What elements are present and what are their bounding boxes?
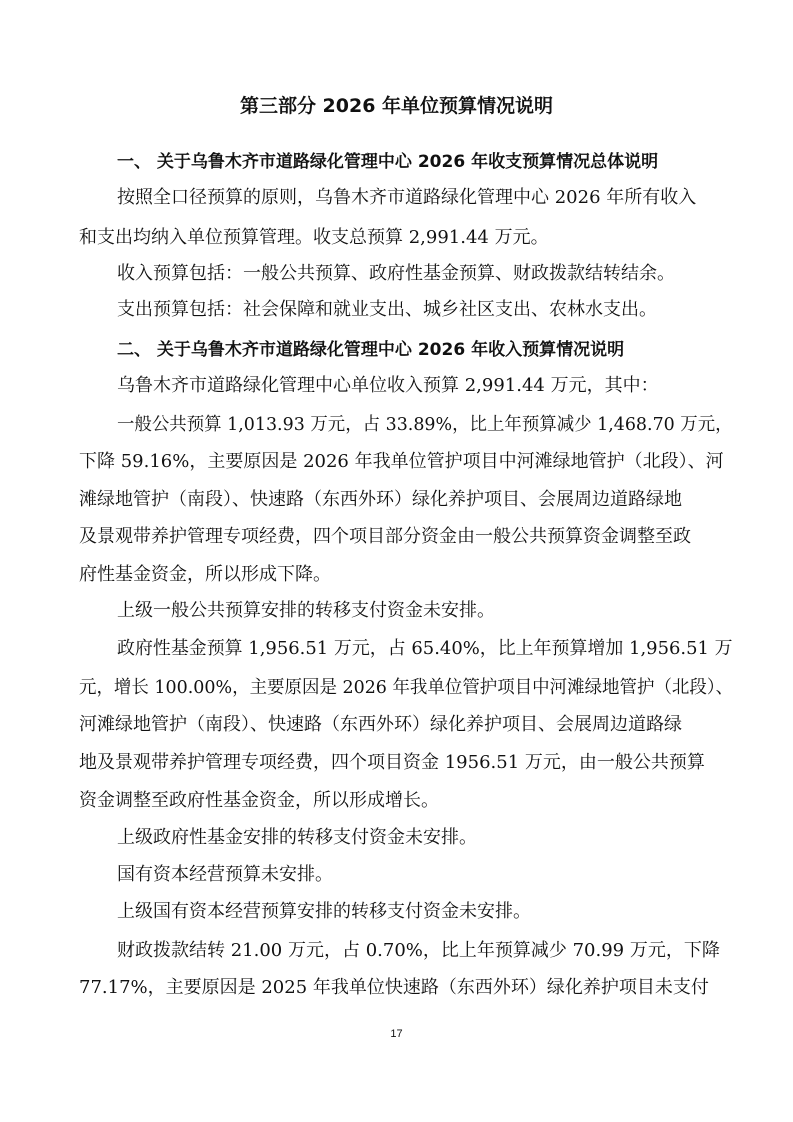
page-number: 17 xyxy=(390,1028,403,1040)
section-heading-2: 二、 关于乌鲁木齐市道路绿化管理中心 2026 年收入预算情况说明 xyxy=(117,340,625,360)
paragraph-line: 上级一般公共预算安排的转移支付资金未安排。 xyxy=(117,600,495,621)
paragraph-line: 资金调整至政府性基金资金，所以形成增长。 xyxy=(79,790,439,811)
paragraph-line: 元，增长 100.00%，主要原因是 2026 年我单位管护项目中河滩绿地管护（北段）、 xyxy=(79,677,734,698)
paragraph-line: 77.17%，主要原因是 2025 年我单位快速路（东西外环）绿化养护项目未支付 xyxy=(79,977,709,998)
paragraph-line: 国有资本经营预算未安排。 xyxy=(117,864,333,885)
paragraph-line: 河滩绿地管护（南段）、快速路（东西外环）绿化养护项目、会展周边道路绿 xyxy=(79,714,682,735)
paragraph-line: 上级政府性基金安排的转移支付资金未安排。 xyxy=(117,827,477,848)
paragraph-line: 地及景观带养护管理专项经费，四个项目资金 1956.51 万元，由一般公共预算 xyxy=(79,752,705,773)
paragraph-line: 下降 59.16%，主要原因是 2026 年我单位管护项目中河滩绿地管护（北段）、河 xyxy=(79,451,724,472)
paragraph-line: 乌鲁木齐市道路绿化管理中心单位收入预算 2,991.44 万元，其中： xyxy=(117,375,659,396)
page-title: 第三部分 2026 年单位预算情况说明 xyxy=(239,95,554,117)
paragraph-line: 按照全口径预算的原则，乌鲁木齐市道路绿化管理中心 2026 年所有收入 xyxy=(117,187,697,208)
paragraph-line: 滩绿地管护（南段）、快速路（东西外环）绿化养护项目、会展周边道路绿地 xyxy=(79,489,682,510)
paragraph-line: 支出预算包括：社会保障和就业支出、城乡社区支出、农林水支出。 xyxy=(117,299,657,320)
paragraph-line: 和支出均纳入单位预算管理。收支总预算 2,991.44 万元。 xyxy=(79,227,549,248)
paragraph-line: 及景观带养护管理专项经费，四个项目部分资金由一般公共预算资金调整至政 xyxy=(79,526,691,547)
paragraph-line: 财政拨款结转 21.00 万元，占 0.70%，比上年预算减少 70.99 万元，下降 xyxy=(117,940,720,961)
paragraph-line: 上级国有资本经营预算安排的转移支付资金未安排。 xyxy=(117,901,531,922)
paragraph-line: 政府性基金预算 1,956.51 万元，占 65.40%，比上年预算增加 1,956.51 万 xyxy=(117,638,733,659)
paragraph-line: 府性基金资金，所以形成下降。 xyxy=(79,564,331,585)
paragraph-line: 收入预算包括：一般公共预算、政府性基金预算、财政拨款结转结余。 xyxy=(117,263,675,284)
paragraph-line: 一般公共预算 1,013.93 万元，占 33.89%，比上年预算减少 1,468.70 万元， xyxy=(117,414,733,435)
section-heading-1: 一、 关于乌鲁木齐市道路绿化管理中心 2026 年收支预算情况总体说明 xyxy=(117,152,659,172)
